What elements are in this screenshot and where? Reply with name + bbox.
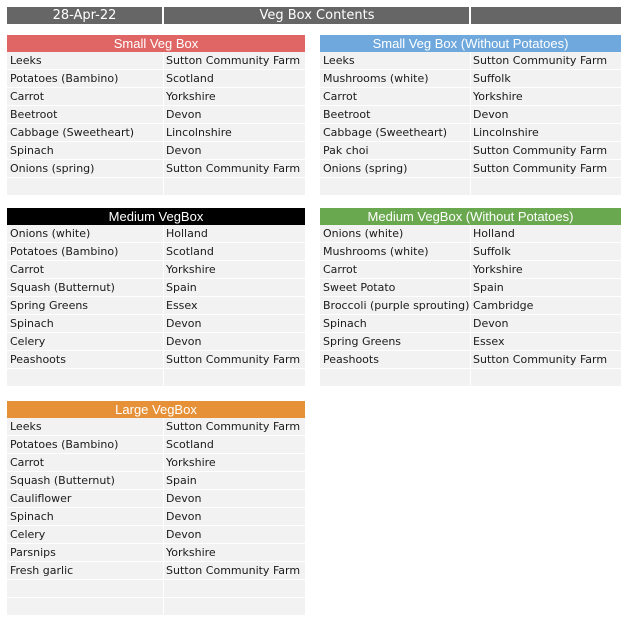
item-origin: Sutton Community Farm xyxy=(166,564,301,577)
column-divider xyxy=(163,418,164,436)
column-divider xyxy=(470,88,471,106)
column-divider xyxy=(470,261,471,279)
table-row xyxy=(320,160,621,178)
medium-veg-box-no-potatoes-panel xyxy=(320,208,621,387)
table-row xyxy=(320,124,621,142)
column-divider xyxy=(163,178,164,196)
table-row xyxy=(320,70,621,88)
item-name: Onions (spring) xyxy=(10,162,95,175)
item-origin: Devon xyxy=(473,108,509,121)
item-name: Beetroot xyxy=(10,108,58,121)
row-divider xyxy=(7,615,305,616)
item-origin: Sutton Community Farm xyxy=(166,162,301,175)
item-origin: Sutton Community Farm xyxy=(473,54,608,67)
column-divider xyxy=(163,279,164,297)
items-table xyxy=(320,225,621,387)
item-name: Onions (white) xyxy=(10,227,91,240)
table-row xyxy=(320,243,621,261)
column-divider xyxy=(163,436,164,454)
column-divider xyxy=(163,454,164,472)
item-name: Cauliflower xyxy=(10,492,72,505)
column-divider xyxy=(163,472,164,490)
item-name: Potatoes (Bambino) xyxy=(10,438,119,451)
column-divider xyxy=(163,351,164,369)
item-name: Leeks xyxy=(10,54,42,67)
table-row xyxy=(7,369,305,387)
table-row xyxy=(320,142,621,160)
items-table xyxy=(7,418,305,616)
item-name: Leeks xyxy=(323,54,355,67)
column-divider xyxy=(163,243,164,261)
column-divider xyxy=(470,70,471,88)
table-row xyxy=(7,315,305,333)
table-row xyxy=(320,369,621,387)
column-divider xyxy=(163,142,164,160)
column-divider xyxy=(163,490,164,508)
item-origin: Sutton Community Farm xyxy=(473,162,608,175)
column-divider xyxy=(163,544,164,562)
table-row xyxy=(7,261,305,279)
column-divider xyxy=(163,598,164,616)
table-row xyxy=(7,526,305,544)
column-divider xyxy=(163,333,164,351)
item-name: Parsnips xyxy=(10,546,56,559)
item-origin: Yorkshire xyxy=(166,456,216,469)
table-row xyxy=(7,436,305,454)
table-row xyxy=(7,580,305,598)
header-bar xyxy=(7,7,621,24)
item-name: Spinach xyxy=(10,510,54,523)
item-name: Peashoots xyxy=(10,353,66,366)
item-name: Spring Greens xyxy=(323,335,402,348)
table-row xyxy=(7,243,305,261)
table-row xyxy=(7,418,305,436)
item-name: Carrot xyxy=(323,263,358,276)
item-origin: Yorkshire xyxy=(473,263,523,276)
item-origin: Yorkshire xyxy=(166,546,216,559)
column-divider xyxy=(470,243,471,261)
table-row xyxy=(7,598,305,616)
table-row xyxy=(320,52,621,70)
items-table xyxy=(320,52,621,196)
column-divider xyxy=(163,297,164,315)
table-row xyxy=(7,106,305,124)
item-origin: Cambridge xyxy=(473,299,534,312)
small-veg-box-no-potatoes-panel xyxy=(320,35,621,196)
table-row xyxy=(7,351,305,369)
item-name: Onions (white) xyxy=(323,227,404,240)
item-origin: Devon xyxy=(166,144,202,157)
item-origin: Sutton Community Farm xyxy=(166,353,301,366)
column-divider xyxy=(470,52,471,70)
item-name: Peashoots xyxy=(323,353,379,366)
table-row xyxy=(320,333,621,351)
item-origin: Yorkshire xyxy=(473,90,523,103)
table-row xyxy=(7,178,305,196)
item-name: Cabbage (Sweetheart) xyxy=(323,126,448,139)
small-veg-box-panel xyxy=(7,35,305,196)
item-name: Leeks xyxy=(10,420,42,433)
item-origin: Sutton Community Farm xyxy=(166,54,301,67)
table-row xyxy=(7,454,305,472)
item-name: Squash (Butternut) xyxy=(10,281,115,294)
table-row xyxy=(7,160,305,178)
table-row xyxy=(7,490,305,508)
item-origin: Holland xyxy=(473,227,515,240)
item-origin: Scotland xyxy=(166,72,214,85)
item-name: Potatoes (Bambino) xyxy=(10,72,119,85)
table-row xyxy=(7,544,305,562)
item-name: Mushrooms (white) xyxy=(323,72,429,85)
item-origin: Devon xyxy=(166,335,202,348)
item-origin: Devon xyxy=(166,492,202,505)
column-divider xyxy=(163,52,164,70)
item-origin: Devon xyxy=(166,510,202,523)
table-row xyxy=(7,225,305,243)
header-date: 28-Apr-22 xyxy=(52,8,117,23)
item-origin: Scotland xyxy=(166,438,214,451)
item-origin: Devon xyxy=(473,317,509,330)
column-divider xyxy=(470,142,471,160)
item-name: Onions (spring) xyxy=(323,162,408,175)
item-name: Carrot xyxy=(10,263,45,276)
item-name: Celery xyxy=(10,335,46,348)
item-name: Spinach xyxy=(10,144,54,157)
column-divider xyxy=(163,106,164,124)
item-name: Cabbage (Sweetheart) xyxy=(10,126,135,139)
row-divider xyxy=(7,195,305,196)
item-name: Spinach xyxy=(323,317,367,330)
item-name: Spring Greens xyxy=(10,299,89,312)
column-divider xyxy=(163,261,164,279)
item-origin: Yorkshire xyxy=(166,263,216,276)
item-origin: Holland xyxy=(166,227,208,240)
column-divider xyxy=(470,297,471,315)
header-divider xyxy=(469,7,471,24)
column-divider xyxy=(163,508,164,526)
item-name: Carrot xyxy=(10,90,45,103)
item-name: Potatoes (Bambino) xyxy=(10,245,119,258)
items-table xyxy=(7,52,305,196)
table-row xyxy=(7,297,305,315)
table-row xyxy=(320,315,621,333)
item-name: Pak choi xyxy=(323,144,369,157)
table-row xyxy=(7,333,305,351)
table-row xyxy=(320,178,621,196)
item-origin: Essex xyxy=(166,299,198,312)
table-row xyxy=(7,124,305,142)
table-row xyxy=(320,279,621,297)
item-origin: Lincolnshire xyxy=(166,126,232,139)
column-divider xyxy=(163,526,164,544)
item-name: Carrot xyxy=(323,90,358,103)
table-row xyxy=(7,508,305,526)
column-divider xyxy=(163,88,164,106)
item-origin: Spain xyxy=(166,474,197,487)
item-origin: Spain xyxy=(166,281,197,294)
panel-title: Small Veg Box xyxy=(7,35,305,52)
column-divider xyxy=(163,70,164,88)
item-origin: Sutton Community Farm xyxy=(166,420,301,433)
panel-title: Small Veg Box (Without Potatoes) xyxy=(320,35,621,52)
item-origin: Sutton Community Farm xyxy=(473,353,608,366)
item-name: Spinach xyxy=(10,317,54,330)
column-divider xyxy=(163,369,164,387)
item-origin: Suffolk xyxy=(473,72,511,85)
item-origin: Spain xyxy=(473,281,504,294)
column-divider xyxy=(470,333,471,351)
item-name: Celery xyxy=(10,528,46,541)
column-divider xyxy=(163,562,164,580)
item-origin: Yorkshire xyxy=(166,90,216,103)
row-divider xyxy=(7,386,305,387)
panel-title: Medium VegBox xyxy=(7,208,305,225)
table-row xyxy=(320,88,621,106)
column-divider xyxy=(470,178,471,196)
column-divider xyxy=(163,580,164,598)
item-origin: Sutton Community Farm xyxy=(473,144,608,157)
column-divider xyxy=(470,279,471,297)
column-divider xyxy=(163,225,164,243)
column-divider xyxy=(163,124,164,142)
table-row xyxy=(7,70,305,88)
column-divider xyxy=(470,106,471,124)
header-title: Veg Box Contents xyxy=(259,8,375,23)
item-origin: Devon xyxy=(166,317,202,330)
items-table xyxy=(7,225,305,387)
item-name: Broccoli (purple sprouting) xyxy=(323,299,470,312)
table-row xyxy=(7,562,305,580)
item-origin: Lincolnshire xyxy=(473,126,539,139)
item-origin: Devon xyxy=(166,528,202,541)
panel-title: Medium VegBox (Without Potatoes) xyxy=(320,208,621,225)
item-origin: Suffolk xyxy=(473,245,511,258)
item-name: Carrot xyxy=(10,456,45,469)
item-name: Squash (Butternut) xyxy=(10,474,115,487)
item-origin: Devon xyxy=(166,108,202,121)
table-row xyxy=(320,261,621,279)
row-divider xyxy=(320,195,621,196)
table-row xyxy=(320,351,621,369)
item-name: Beetroot xyxy=(323,108,371,121)
table-row xyxy=(7,88,305,106)
large-veg-box-panel xyxy=(7,401,305,616)
column-divider xyxy=(470,369,471,387)
item-name: Mushrooms (white) xyxy=(323,245,429,258)
column-divider xyxy=(470,351,471,369)
medium-veg-box-panel xyxy=(7,208,305,387)
column-divider xyxy=(163,315,164,333)
item-origin: Essex xyxy=(473,335,505,348)
row-divider xyxy=(320,386,621,387)
table-row xyxy=(320,297,621,315)
table-row xyxy=(320,106,621,124)
table-row xyxy=(7,279,305,297)
column-divider xyxy=(470,124,471,142)
item-origin: Scotland xyxy=(166,245,214,258)
column-divider xyxy=(163,160,164,178)
item-name: Sweet Potato xyxy=(323,281,396,294)
panel-title: Large VegBox xyxy=(7,401,305,418)
item-name: Fresh garlic xyxy=(10,564,74,577)
table-row xyxy=(7,52,305,70)
table-row xyxy=(7,472,305,490)
table-row xyxy=(320,225,621,243)
column-divider xyxy=(470,160,471,178)
table-row xyxy=(7,142,305,160)
column-divider xyxy=(470,225,471,243)
column-divider xyxy=(470,315,471,333)
